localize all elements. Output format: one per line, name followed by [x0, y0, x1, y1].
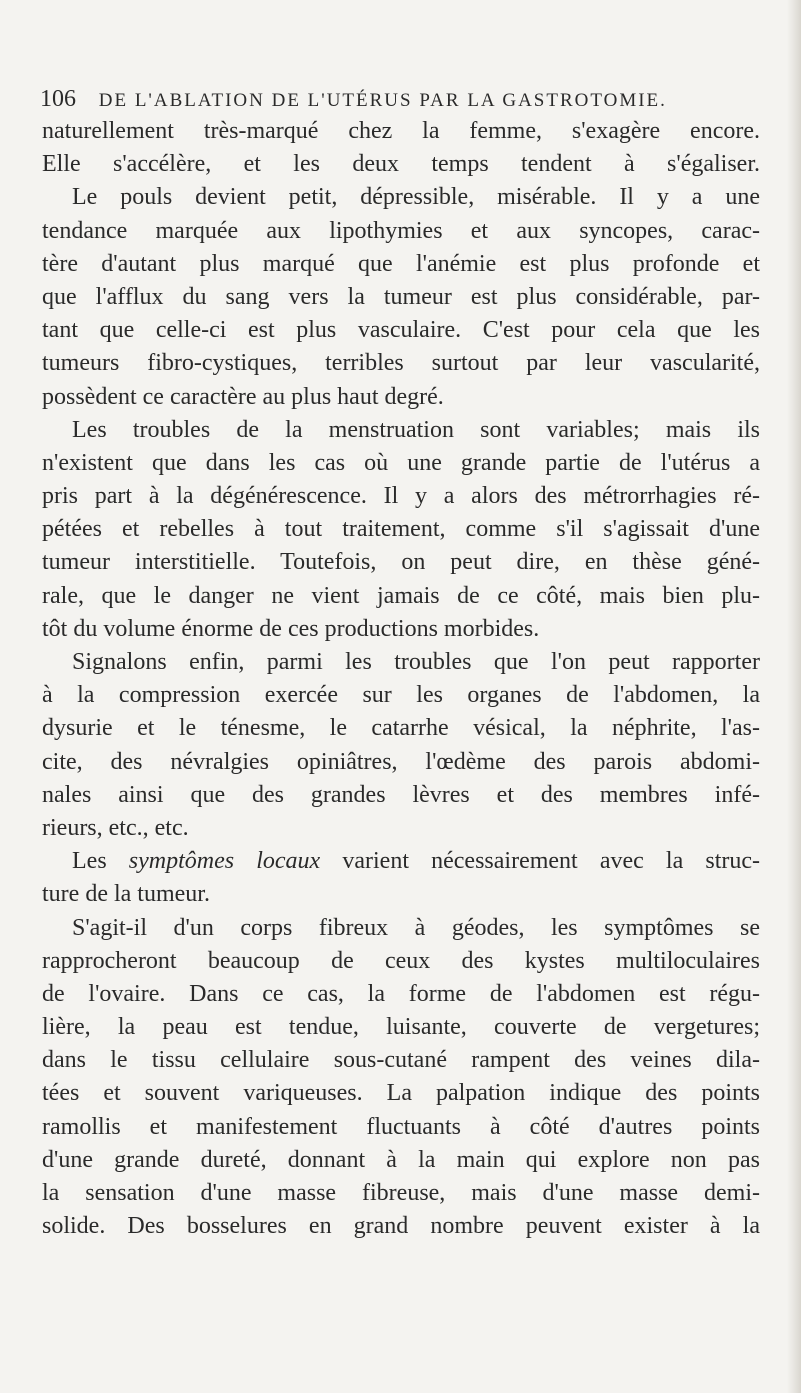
text-line: n'existent que dans les cas où une grande partie de l'utérus a	[42, 449, 760, 476]
page-edge-shadow	[787, 0, 801, 1393]
body-text	[42, 115, 760, 1243]
text-line	[42, 845, 760, 878]
text-line: Elle s'accélère, et les deux temps tendent à s'égaliser.	[42, 151, 760, 178]
text-line: pétées et rebelles à tout traitement, comme s'il s'agissait d'une	[42, 516, 760, 543]
text-fragment: Les	[72, 848, 107, 875]
text-line: pris part à la dégénérescence. Il y a alors des métrorrhagies ré-	[42, 483, 760, 510]
page-number: 106	[40, 86, 76, 112]
text-line: nales ainsi que des grandes lèvres et des membres infé-	[42, 781, 760, 808]
text-line: naturellement très-marqué chez la femme, s'exagère encore.	[42, 118, 760, 144]
text-line: tées et souvent variqueuses. La palpation indique des points	[42, 1080, 760, 1107]
text-line: d'une grande dureté, donnant à la main qui explore non pas	[42, 1146, 760, 1173]
running-head: DE L'ABLATION DE L'UTÉRUS PAR LA GASTROTOMIE.	[98, 90, 667, 111]
text-line: la sensation d'une masse fibreuse, mais d'une masse demi-	[42, 1180, 760, 1206]
text-line: tumeurs fibro-cystiques, terribles surtout par leur vascularité,	[42, 350, 760, 377]
text-line: dysurie et le ténesme, le catarrhe vésical, la néphrite, l'as-	[42, 715, 760, 742]
text-line: que l'afflux du sang vers la tumeur est plus considérable, par-	[42, 283, 760, 310]
text-line: Signalons enfin, parmi les troubles que l'on peut rapporter	[72, 649, 760, 675]
italic-term: symptômes locaux	[128, 848, 321, 875]
text-line: tumeur interstitielle. Toutefois, on peut dire, en thèse géné-	[42, 549, 760, 576]
text-line: Les troubles de la menstruation sont variables; mais ils	[72, 416, 760, 443]
text-line: de l'ovaire. Dans ce cas, la forme de l'abdomen est régu-	[42, 980, 760, 1007]
text-line: rale, que le danger ne vient jamais de ce côté, mais bien plu-	[42, 582, 760, 609]
text-line: rapprocheront beaucoup de ceux des kystes multiloculaires	[42, 947, 760, 974]
page-header	[40, 82, 760, 116]
text-line: dans le tissu cellulaire sous-cutané rampent des veines dila-	[42, 1047, 760, 1074]
text-line: tôt du volume énorme de ces productions morbides.	[42, 615, 540, 642]
text-line: Le pouls devient petit, dépressible, misérable. Il y a une	[72, 184, 760, 211]
text-fragment: varient nécessairement avec la struc-	[342, 848, 761, 875]
text-line: à la compression exercée sur les organes de l'abdomen, la	[42, 682, 760, 709]
text-line: tère d'autant plus marqué que l'anémie est plus profonde et	[42, 250, 760, 277]
text-line: tant que celle-ci est plus vasculaire. C'est pour cela que les	[42, 317, 760, 344]
text-line: ramollis et manifestement fluctuants à côté d'autres points	[42, 1113, 760, 1140]
text-line: ture de la tumeur.	[42, 881, 210, 908]
text-line: S'agit-il d'un corps fibreux à géodes, les symptômes se	[72, 914, 760, 941]
text-line: solide. Des bosselures en grand nombre peuvent exister à la	[42, 1213, 760, 1240]
text-line: possèdent ce caractère au plus haut degré.	[42, 383, 444, 410]
text-line: cite, des névralgies opiniâtres, l'œdème des parois abdomi-	[42, 748, 760, 775]
text-line: tendance marquée aux lipothymies et aux syncopes, carac-	[42, 217, 760, 244]
text-line: lière, la peau est tendue, luisante, couverte de vergetures;	[42, 1014, 760, 1041]
text-line: rieurs, etc., etc.	[42, 814, 189, 841]
